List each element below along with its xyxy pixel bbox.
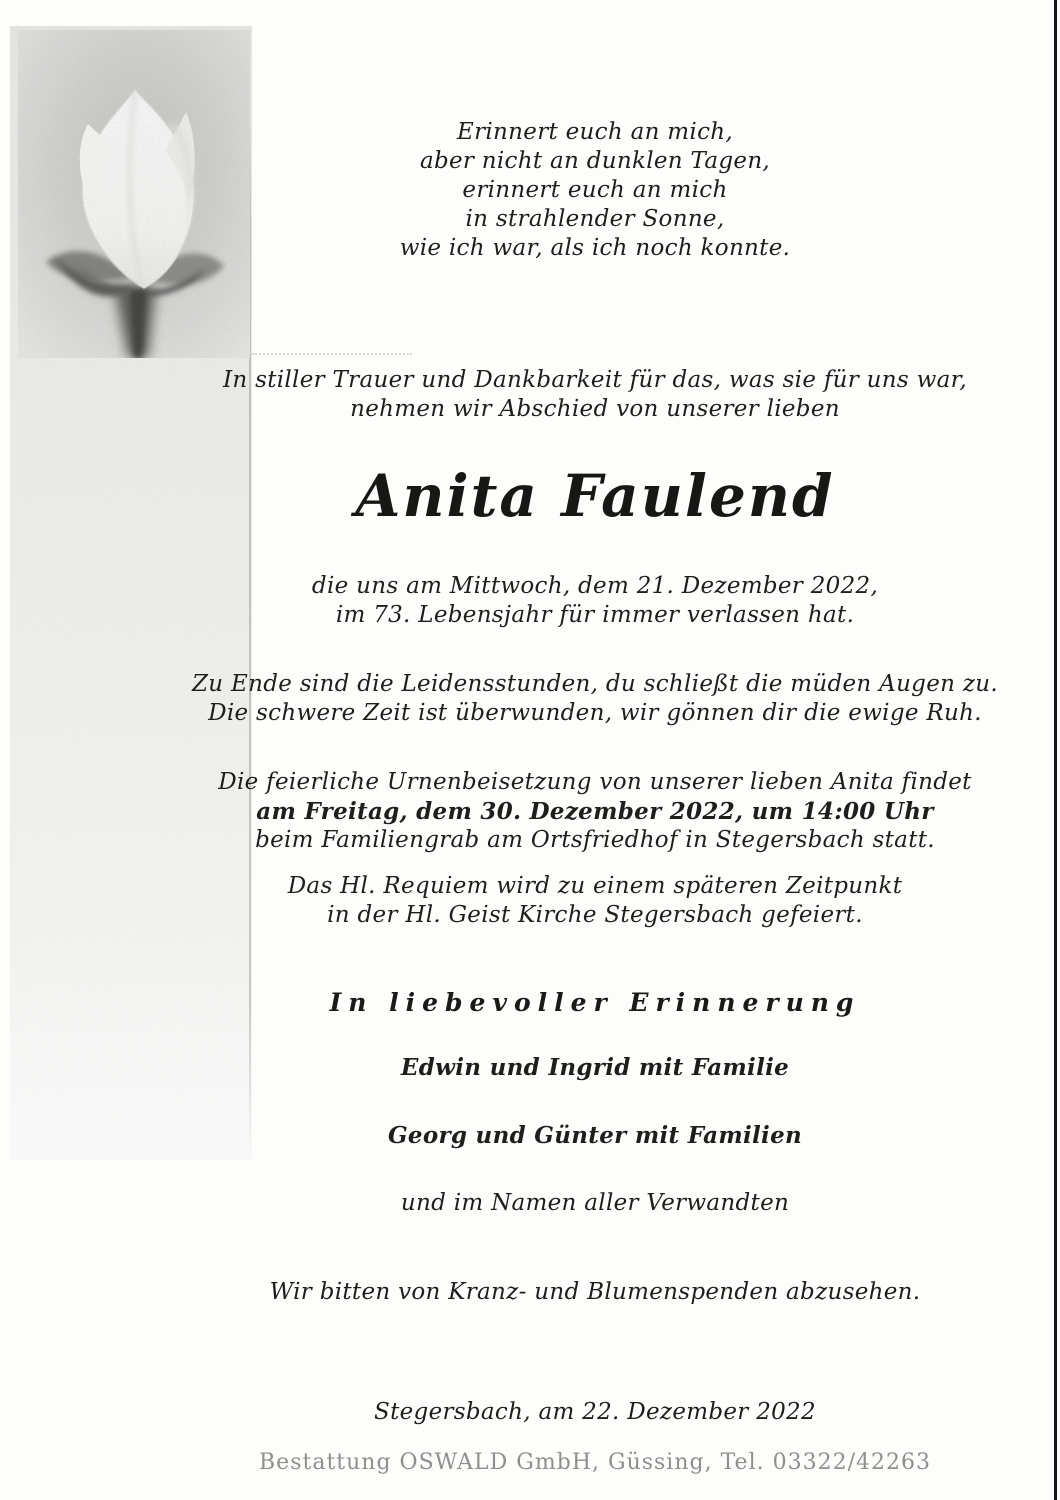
verse-line: Die schwere Zeit ist überwunden, wir gönnen dir die ewige Ruh. [208, 700, 982, 726]
mourner-line: und im Namen aller Verwandten [400, 1190, 790, 1216]
intro-line: nehmen wir Abschied von unserer lieben [350, 396, 840, 422]
scan-edge-line [1054, 0, 1057, 1500]
intro-line: In stiller Trauer und Dankbarkeit für das, was sie für uns war, [222, 367, 967, 393]
death-date-line: die uns am Mittwoch, dem 21. Dezember 2022, [311, 573, 879, 599]
mourner-line: Georg und Günter mit Familien [387, 1122, 803, 1149]
funeral-home-credit: Bestattung OSWALD GmbH, Güssing, Tel. 03322/42263 [259, 1450, 931, 1475]
funeral-datetime: am Freitag, dem 30. Dezember 2022, um 14:00 Uhr [256, 798, 934, 825]
poem-line: wie ich war, als ich noch konnte. [399, 235, 791, 261]
requiem-line: in der Hl. Geist Kirche Stegersbach gefeiert. [327, 902, 863, 928]
verse-line: Zu Ende sind die Leidensstunden, du schließt die müden Augen zu. [192, 671, 998, 697]
poem-line: erinnert euch an mich [462, 177, 728, 203]
poem-line: Erinnert euch an mich, [457, 119, 733, 145]
verse-text [140, 670, 1050, 728]
death-date-text [140, 572, 1050, 630]
place-date: Stegersbach, am 22. Dezember 2022 [374, 1399, 816, 1425]
requiem-text [140, 872, 1050, 930]
remembrance-heading: In liebevoller Erinnerung [329, 988, 861, 1017]
requiem-line: Das Hl. Requiem wird zu einem späteren Zeitpunkt [287, 873, 903, 899]
poem-line: in strahlender Sonne, [465, 206, 725, 232]
funeral-line: Die feierliche Urnenbeisetzung von unserer lieben Anita findet [218, 769, 972, 795]
dotted-separator [252, 353, 412, 355]
death-date-line: im 73. Lebensjahr für immer verlassen hat. [335, 602, 855, 628]
deceased-name: Anita Faulend [355, 462, 835, 530]
funeral-details [140, 768, 1050, 855]
poem-line: aber nicht an dunklen Tagen, [419, 148, 771, 174]
poem [140, 118, 1050, 263]
mourner-line: Edwin und Ingrid mit Familie [400, 1054, 790, 1081]
donation-request: Wir bitten von Kranz- und Blumenspenden abzusehen. [269, 1279, 921, 1305]
funeral-line: beim Familiengrab am Ortsfriedhof in Stegersbach statt. [255, 827, 935, 853]
intro-text [140, 366, 1050, 424]
